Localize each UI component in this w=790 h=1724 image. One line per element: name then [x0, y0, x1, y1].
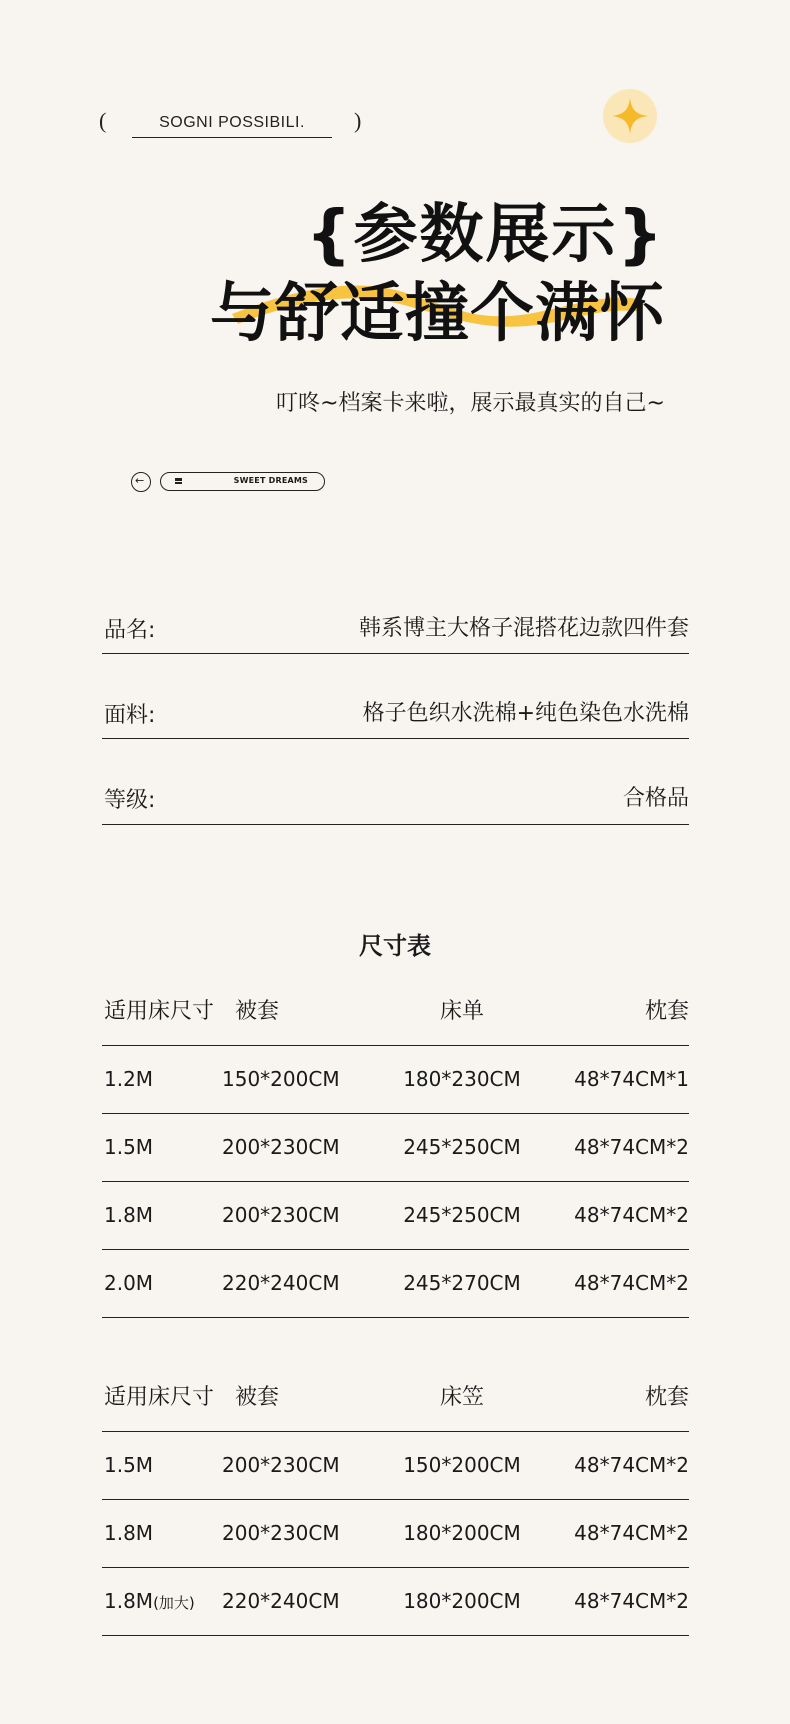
cell-bed-size: 2.0M	[104, 1271, 154, 1295]
back-arrow-button[interactable]	[131, 472, 151, 492]
table-row	[102, 1432, 689, 1500]
info-divider	[102, 738, 689, 739]
cell-sheet: 245*270CM	[403, 1271, 521, 1295]
bed-size-value: 1.8M	[104, 1589, 154, 1613]
info-label-grade: 等级:	[104, 788, 156, 813]
brand-underline	[132, 137, 332, 138]
hero-title-line2: 与舒适撞个满怀	[210, 277, 665, 351]
info-divider	[102, 653, 689, 654]
header-pillowcase: 枕套	[644, 999, 689, 1024]
arrow-left-icon: ←	[135, 474, 145, 487]
cell-bed-size	[104, 1568, 195, 1635]
table-row	[102, 1500, 689, 1568]
menu-icon	[175, 478, 182, 484]
cell-sheet: 245*250CM	[403, 1203, 521, 1227]
cell-pillowcase: 48*74CM*2	[574, 1521, 689, 1545]
cell-fitted-sheet: 150*200CM	[403, 1453, 521, 1477]
cell-duvet: 200*230CM	[222, 1521, 340, 1545]
size-table-title: 尺寸表	[359, 932, 431, 960]
sparkle-badge	[603, 89, 657, 143]
cell-pillowcase: 48*74CM*2	[574, 1589, 689, 1613]
row-divider	[102, 1635, 689, 1636]
table-row	[102, 1046, 689, 1114]
cell-bed-size: 1.8M	[104, 1203, 154, 1227]
header-fitted-sheet: 床笠	[439, 1385, 484, 1410]
cell-duvet: 150*200CM	[222, 1067, 340, 1091]
hero-title-line1: {参数展示}	[305, 198, 665, 272]
cell-sheet: 180*230CM	[403, 1067, 521, 1091]
info-label-fabric: 面料:	[104, 703, 156, 728]
table-header-row	[102, 1364, 689, 1432]
cell-bed-size: 1.5M	[104, 1453, 154, 1477]
header-duvet: 被套	[234, 999, 279, 1024]
cell-duvet: 220*240CM	[222, 1271, 340, 1295]
cell-fitted-sheet: 180*200CM	[403, 1521, 521, 1545]
hero-subtitle: 叮咚~档案卡来啦，展示最真实的自己~	[276, 391, 665, 416]
cell-sheet: 245*250CM	[403, 1135, 521, 1159]
table-row	[102, 1250, 689, 1318]
oversize-note: (加大)	[153, 1594, 195, 1612]
cell-pillowcase: 48*74CM*2	[574, 1135, 689, 1159]
table-header-row	[102, 978, 689, 1046]
info-value-grade: 合格品	[622, 786, 689, 811]
cell-duvet: 200*230CM	[222, 1135, 340, 1159]
header-bed-size: 适用床尺寸	[104, 999, 215, 1024]
info-value-name: 韩系博主大格子混搭花边款四件套	[358, 616, 689, 641]
left-paren: (	[99, 108, 107, 133]
info-value-fabric: 格子色织水洗棉+纯色染色水洗棉	[362, 701, 689, 726]
header-sheet: 床单	[439, 999, 484, 1024]
right-paren: )	[354, 108, 362, 133]
sweet-dreams-pill	[160, 472, 325, 491]
brand-name: SOGNI POSSIBILI.	[159, 114, 305, 131]
cell-pillowcase: 48*74CM*2	[574, 1453, 689, 1477]
table-row	[102, 1182, 689, 1250]
info-divider	[102, 824, 689, 825]
cell-pillowcase: 48*74CM*1	[574, 1067, 689, 1091]
cell-pillowcase: 48*74CM*2	[574, 1271, 689, 1295]
cell-pillowcase: 48*74CM*2	[574, 1203, 689, 1227]
cell-duvet: 200*230CM	[222, 1453, 340, 1477]
cell-bed-size: 1.8M	[104, 1521, 154, 1545]
size-table-2	[102, 1364, 689, 1636]
cell-fitted-sheet: 180*200CM	[403, 1589, 521, 1613]
size-table-1	[102, 978, 689, 1318]
cell-duvet: 200*230CM	[222, 1203, 340, 1227]
sparkle-icon	[611, 97, 649, 135]
table-row	[102, 1114, 689, 1182]
header-pillowcase: 枕套	[644, 1385, 689, 1410]
cell-bed-size: 1.5M	[104, 1135, 154, 1159]
info-label-name: 品名:	[104, 618, 156, 643]
header-bed-size: 适用床尺寸	[104, 1385, 215, 1410]
row-divider	[102, 1317, 689, 1318]
cell-duvet: 220*240CM	[222, 1589, 340, 1613]
header-duvet: 被套	[234, 1385, 279, 1410]
table-row	[102, 1568, 689, 1636]
pill-text: SWEET DREAMS	[233, 476, 308, 485]
cell-bed-size: 1.2M	[104, 1067, 154, 1091]
